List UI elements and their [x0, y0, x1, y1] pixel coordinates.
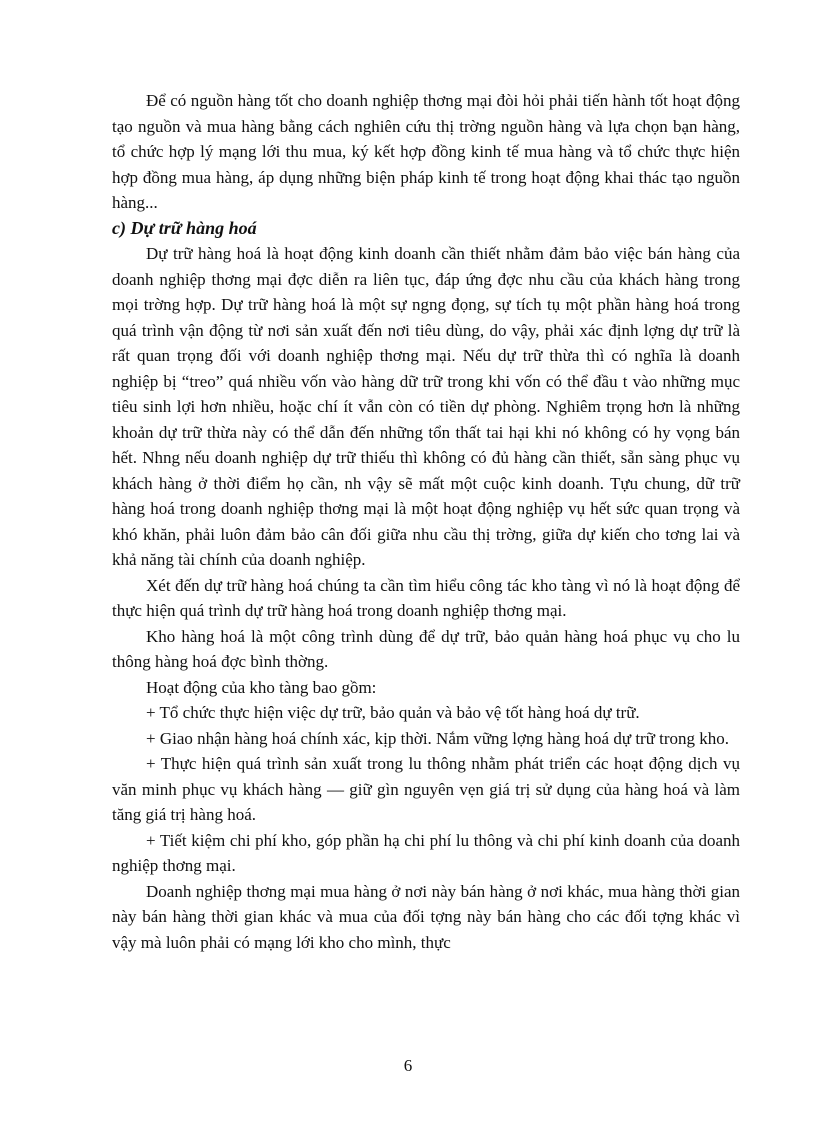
- page-number: 6: [403, 1056, 413, 1075]
- paragraph-1: Dự trữ hàng hoá là hoạt động kinh doanh cần thiết nhằm đảm bảo việc bán hàng của doanh nghiệp thơng mại đợc diễn ra liên tục, đáp ứng đợc nhu cầu của khách hàng trong mọi trờng hợp. Dự trữ hàng hoá là một sự ngng đọng, sự tích tụ một phần hàng hoá trong quá trình vận động từ nơi sản xuất đến nơi tiêu dùng, do vậy, phải xác định lợng dự trữ là rất quan trọng đối với doanh nghiệp thơng mại. Nếu dự trữ thừa thì có nghĩa là doanh nghiệp bị “treo” quá nhiều vốn vào hàng dữ trữ trong khi vốn có thể đầu t vào những mục tiêu sinh lợi hơn nhiều, hoặc chí ít vẫn còn có tiền dự phòng. Nghiêm trọng hơn là những khoản dự trữ thừa này có thể dẫn đến những tổn thất tai hại khi nó không có hy vọng bán hết. Nhng nếu doanh nghiệp dự trữ thiếu thì không có đủ hàng cần thiết, sẵn sàng phục vụ khách hàng ở thời điểm họ cần, nh vậy sẽ mất một cuộc kinh doanh. Tựu chung, dữ trữ hàng hoá trong doanh nghiệp thơng mại là một hoạt động nghiệp vụ hết sức quan trọng và khó khăn, phải luôn đảm bảo cân đối giữa nhu cầu thị trờng, giữa dự kiến cho tơng lai và khả năng tài chính của doanh nghiệp.: [112, 244, 740, 569]
- paragraph-3: Kho hàng hoá là một công trình dùng để dự trữ, bảo quản hàng hoá phục vụ cho lu thông hàng hoá đợc bình thờng.: [112, 626, 740, 671]
- list-item-3: + Thực hiện quá trình sản xuất trong lu thông nhằm phát triển các hoạt động dịch vụ văn minh phục vụ khách hàng — giữ gìn nguyên vẹn giá trị sử dụng của hàng hoá và làm tăng giá trị hàng hoá.: [112, 754, 740, 824]
- section-heading: c) Dự trữ hàng hoá: [112, 217, 257, 238]
- paragraph-2: Xét đến dự trữ hàng hoá chúng ta cần tìm hiểu công tác kho tàng vì nó là hoạt động để thực hiện quá trình dự trữ hàng hoá trong doanh nghiệp thơng mại.: [112, 575, 740, 620]
- list-item-4: + Tiết kiệm chi phí kho, góp phần hạ chi phí lu thông và chi phí kinh doanh của doanh nghiệp thơng mại.: [112, 830, 740, 875]
- paragraph-intro: Để có nguồn hàng tốt cho doanh nghiệp thơng mại đòi hỏi phải tiến hành tốt hoạt động tạo nguồn và mua hàng bằng cách nghiên cứu thị trờng nguồn hàng và lựa chọn bạn hàng, tổ chức hợp lý mạng lới thu mua, ký kết hợp đồng kinh tế mua hàng và tổ chức thực hiện hợp đồng mua hàng, áp dụng những biện pháp kinh tế trong hoạt động khai thác tạo nguồn hàng...: [112, 91, 740, 212]
- paragraph-5: Doanh nghiệp thơng mại mua hàng ở nơi này bán hàng ở nơi khác, mua hàng thời gian này bán hàng thời gian khác và mua của đối tợng này bán hàng cho các đối tợng khác vì vậy mà luôn phải có mạng lới kho cho mình, thực: [112, 881, 740, 952]
- list-item-1: + Tổ chức thực hiện việc dự trữ, bảo quản và bảo vệ tốt hàng hoá dự trữ.: [146, 703, 640, 722]
- paragraph-4: Hoạt động của kho tàng bao gồm:: [146, 677, 377, 697]
- list-item-2: + Giao nhận hàng hoá chính xác, kịp thời. Nắm vững lợng hàng hoá dự trữ trong kho.: [146, 728, 730, 748]
- body-text: [112, 88, 740, 955]
